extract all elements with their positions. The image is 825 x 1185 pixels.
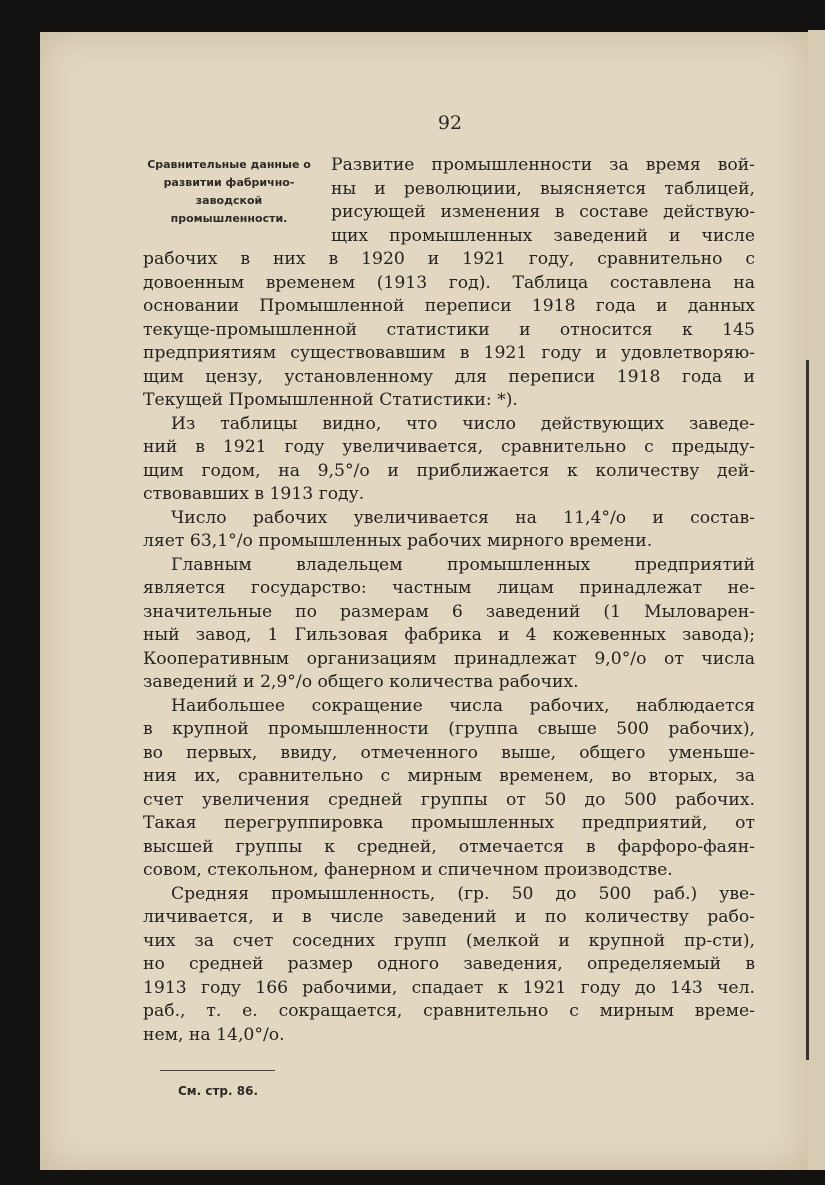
text-line: Из таблицы видно, что число действующих заведе- <box>171 413 755 434</box>
text-line: заведений и 2,9°/о общего количества рабочих. <box>143 672 579 692</box>
text-line: Кооперативным организациям принадлежат 9,0°/о от числа <box>143 648 755 669</box>
text-line: нем, на 14,0°/о. <box>143 1024 285 1045</box>
text-line: ния их, сравнительно с мирным временем, во вторых, за <box>143 766 755 786</box>
footnote-rule <box>160 1070 275 1071</box>
text-line: Число рабочих увеличивается на 11,4°/о и состав- <box>171 507 755 528</box>
text-line: предприятиям существовавшим в 1921 году и удовлетворяю- <box>143 343 755 363</box>
next-page-edge <box>808 30 825 1170</box>
text-line: ный завод, 1 Гильзовая фабрика и 4 кожевенных завода); <box>143 625 755 645</box>
text-line: ствовавших в 1913 году. <box>143 484 365 504</box>
text-line: совом, стекольном, фанерном и спичечном производстве. <box>143 860 673 880</box>
text-line: щих промышленных заведений и числе <box>331 225 755 246</box>
text-line: щим цензу, установленному для переписи 1918 года и <box>143 366 755 387</box>
text-line: рисующей изменения в составе действую- <box>331 202 755 222</box>
margin-note: Сравнительные данные о развитии фабрично-заводской промышленности. <box>147 158 311 225</box>
text-line: в крупной промышленности (группа свыше 500 рабочих), <box>143 719 755 739</box>
text-line: Средняя промышленность, (гр. 50 до 500 раб.) уве- <box>171 883 755 904</box>
text-line: во первых, ввиду, отмеченного выше, общего уменьше- <box>143 742 755 763</box>
page-gutter-shadow <box>806 360 809 1060</box>
text-line: ны и революциии, выясняется таблицей, <box>331 178 755 199</box>
text-line: Развитие промышленности за время вой- <box>331 155 755 175</box>
text-line: Текущей Промышленной Статистики: *). <box>143 390 518 410</box>
text-line: Главным владельцем промышленных предприятий <box>171 554 755 575</box>
text-line: высшей группы к средней, отмечается в фарфоро-фаян- <box>143 836 755 857</box>
text-line: значительные по размерам 6 заведений (1 Мыловарен- <box>143 601 755 622</box>
text-line: Наибольшее сокращение числа рабочих, наблюдается <box>171 695 755 716</box>
text-line: Такая перегруппировка промышленных предприятий, от <box>143 813 755 833</box>
text-line: щим годом, на 9,5°/о и приближается к количеству дей- <box>143 460 755 481</box>
text-line: рабочих в них в 1920 и 1921 году, сравнительно с <box>143 249 755 269</box>
text-line: текуще-промышленной статистики и относится к 145 <box>143 319 755 340</box>
text-line: 1913 году 166 рабочими, спадает к 1921 году до 143 чел. <box>143 977 755 998</box>
text-line: личивается, и в числе заведений и по количеству рабо- <box>143 907 755 927</box>
text-line: раб., т. е. сокращается, сравнительно с мирным време- <box>143 1001 755 1021</box>
body-text <box>143 154 755 1047</box>
text-line: основании Промышленной переписи 1918 года и данных <box>143 296 755 316</box>
text-line: чих за счет соседних групп (мелкой и крупной пр-сти), <box>143 930 755 951</box>
text-line: но средней размер одного заведения, определяемый в <box>143 954 755 974</box>
text-line: ний в 1921 году увеличивается, сравнительно с предыду- <box>143 437 755 457</box>
footnote: См. стр. 86. <box>178 1084 259 1098</box>
text-line: является государство: частным лицам принадлежат не- <box>143 578 755 598</box>
text-line: ляет 63,1°/о промышленных рабочих мирного времени. <box>143 531 653 551</box>
text-line: счет увеличения средней группы от 50 до 500 рабочих. <box>143 789 755 810</box>
text-line: довоенным временем (1913 год). Таблица составлена на <box>143 272 755 293</box>
page-number: 92 <box>437 112 463 134</box>
